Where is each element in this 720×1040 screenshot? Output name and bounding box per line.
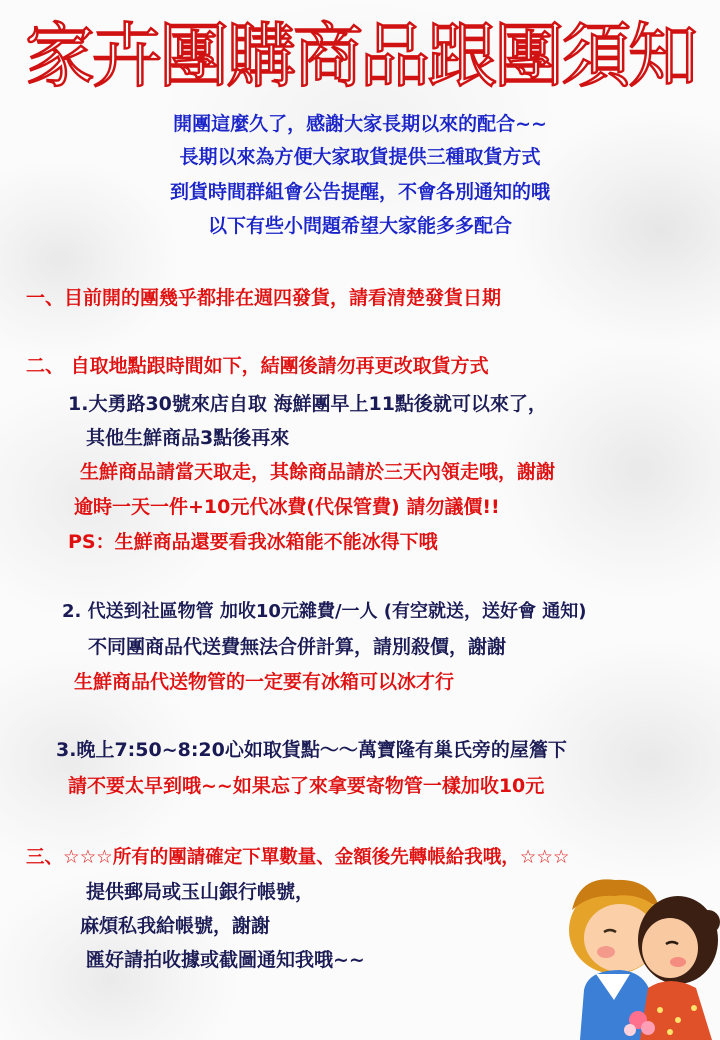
- item-3-line-1: 3.晚上7:50~8:20心如取貨點～～萬寶隆有巢氏旁的屋簷下: [56, 739, 567, 761]
- section-3-line-2: 麻煩私我給帳號，謝謝: [80, 915, 271, 937]
- item-3-line-2: 請不要太早到哦~~如果忘了來拿要寄物管一樣加收10元: [68, 775, 545, 797]
- intro-line-2: 長期以來為方便大家取貨提供三種取貨方式: [179, 146, 541, 168]
- page-title: 家卉團購商品跟團須知: [25, 14, 695, 97]
- intro-line-1: 開團這麼久了，感謝大家長期以來的配合~~: [173, 113, 547, 135]
- item-2-line-2: 不同團商品代送費無法合併計算，請別殺價，謝謝: [88, 636, 507, 658]
- item-2-line-1: 2. 代送到社區物管 加收10元雜費/一人 (有空就送，送好會 通知): [62, 601, 587, 622]
- kissing-kids-illustration: [560, 870, 720, 1040]
- item-1-line-5: PS：生鮮商品還要看我冰箱能不能冰得下哦: [68, 531, 438, 553]
- item-2-line-3: 生鮮商品代送物管的一定要有冰箱可以冰才行: [74, 671, 455, 693]
- item-1-line-1: 1.大勇路30號來店自取 海鮮團早上11點後就可以來了，: [68, 393, 547, 415]
- item-1-line-3: 生鮮商品請當天取走，其餘商品請於三天內領走哦，謝謝: [80, 461, 556, 483]
- page-title-banner: [0, 0, 720, 100]
- item-1-line-2: 其他生鮮商品3點後再來: [86, 427, 290, 449]
- section-1-text: 一、目前開的團幾乎都排在週四發貨，請看清楚發貨日期: [26, 287, 502, 309]
- section-3-line-3: 匯好請拍收據或截圖通知我哦~~: [86, 949, 365, 971]
- intro-line-3: 到貨時間群組會公告提醒，不會各別通知的哦: [169, 181, 550, 203]
- item-1-line-4: 逾時一天一件+10元代冰費(代保管費) 請勿議價!!: [74, 496, 500, 518]
- section-3-heading: 三、☆☆☆所有的團請確定下單數量、金額後先轉帳給我哦，☆☆☆: [26, 847, 570, 868]
- section-2-heading: 二、 自取地點跟時間如下，結團後請勿再更改取貨方式: [26, 355, 489, 377]
- intro-line-4: 以下有些小問題希望大家能多多配合: [207, 215, 512, 237]
- section-3-line-1: 提供郵局或玉山銀行帳號，: [86, 881, 315, 903]
